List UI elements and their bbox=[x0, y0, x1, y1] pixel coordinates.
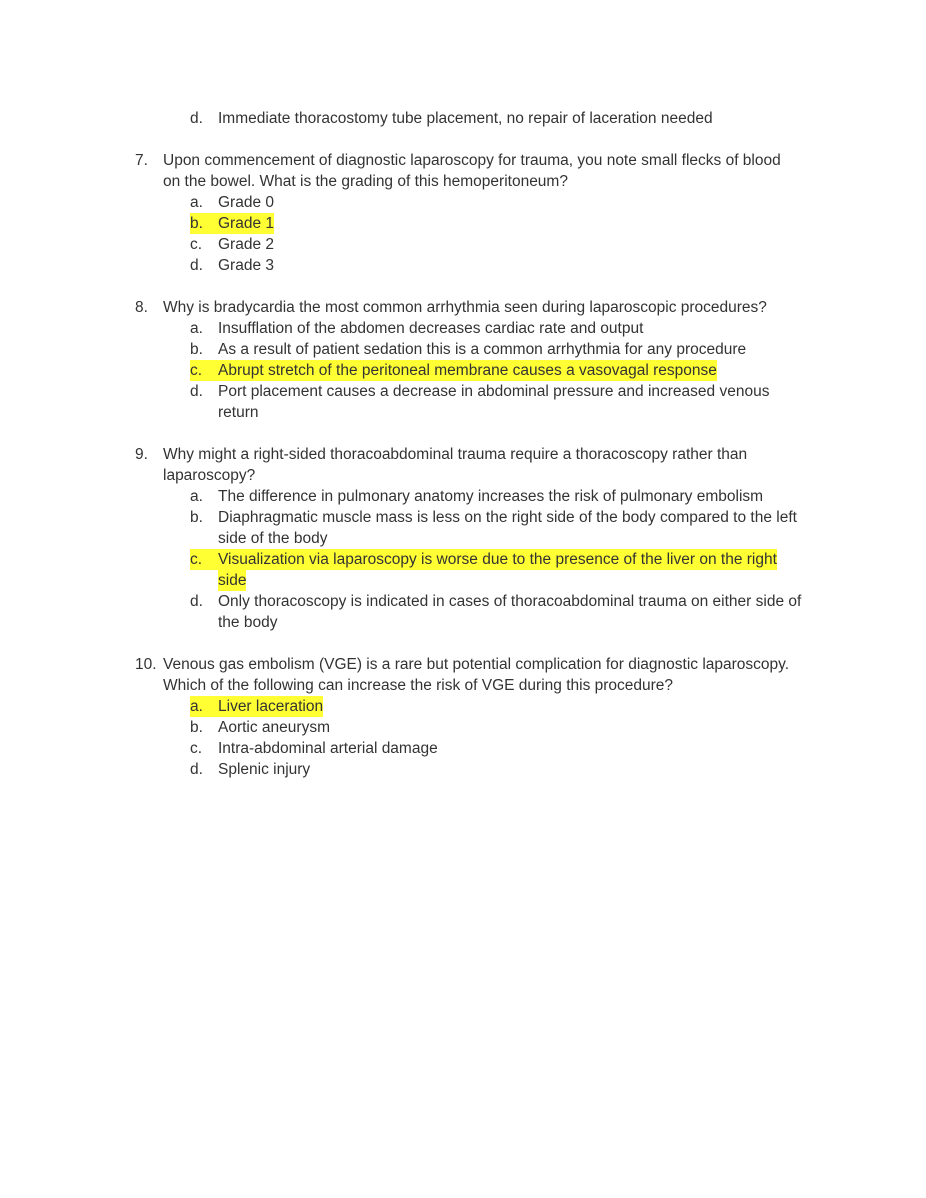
option-text: Only thoracoscopy is indicated in cases of thoracoabdominal trauma on either side of bbox=[218, 593, 802, 610]
option-text: Abrupt stretch of the peritoneal membrane causes a vasovagal response bbox=[218, 362, 717, 379]
option-letter: b. bbox=[190, 509, 203, 526]
option-letter: b. bbox=[190, 719, 203, 736]
question-number: 10. bbox=[135, 656, 157, 673]
option-text: side of the body bbox=[218, 530, 328, 547]
option-text: the body bbox=[218, 614, 278, 631]
option-letter: c. bbox=[190, 549, 218, 570]
question-number: 9. bbox=[135, 446, 148, 463]
option-text: return bbox=[218, 404, 259, 421]
option-text: Diaphragmatic muscle mass is less on the right side of the body compared to the left bbox=[218, 509, 797, 526]
option-letter: d. bbox=[190, 593, 203, 610]
option-text: The difference in pulmonary anatomy increases the risk of pulmonary embolism bbox=[218, 488, 764, 505]
option-letter: d. bbox=[190, 257, 203, 274]
option-text: Immediate thoracostomy tube placement, no repair of laceration needed bbox=[218, 110, 713, 127]
option-letter: b. bbox=[190, 341, 203, 358]
question-number: 8. bbox=[135, 299, 148, 316]
option-text: Grade 2 bbox=[218, 236, 275, 253]
option-letter: d. bbox=[190, 761, 203, 778]
question-text-line: Upon commencement of diagnostic laparoscopy for trauma, you note small flecks of blood bbox=[163, 152, 781, 169]
option-letter: a. bbox=[190, 320, 203, 337]
option-text: Intra-abdominal arterial damage bbox=[218, 740, 438, 757]
option-text: Grade 0 bbox=[218, 194, 275, 211]
option-text: Grade 1 bbox=[218, 215, 275, 232]
option-letter: a. bbox=[190, 194, 203, 211]
option-text: Splenic injury bbox=[218, 761, 311, 778]
question-text-line: Why might a right-sided thoracoabdominal trauma require a thoracoscopy rather than bbox=[163, 446, 748, 463]
option-text: Aortic aneurysm bbox=[218, 719, 330, 736]
question-text-line: on the bowel. What is the grading of this hemoperitoneum? bbox=[163, 173, 568, 190]
option-text: Visualization via laparoscopy is worse due to the presence of the liver on the right bbox=[218, 551, 777, 568]
option-letter: b. bbox=[190, 213, 218, 234]
option-text: Port placement causes a decrease in abdominal pressure and increased venous bbox=[218, 383, 770, 400]
option-letter: a. bbox=[190, 696, 218, 717]
option-letter: d. bbox=[190, 383, 203, 400]
question-text-line: laparoscopy? bbox=[163, 467, 256, 484]
option-text: Liver laceration bbox=[218, 698, 324, 715]
option-text: As a result of patient sedation this is a common arrhythmia for any procedure bbox=[218, 341, 747, 358]
question-text-line: Venous gas embolism (VGE) is a rare but potential complication for diagnostic laparoscopy. bbox=[163, 656, 790, 673]
option-text: Insufflation of the abdomen decreases cardiac rate and output bbox=[218, 320, 644, 337]
option-letter: a. bbox=[190, 488, 203, 505]
option-text: Grade 3 bbox=[218, 257, 275, 274]
option-letter: c. bbox=[190, 236, 203, 253]
option-letter: d. bbox=[190, 110, 203, 127]
question-text-line: Why is bradycardia the most common arrhythmia seen during laparoscopic procedures? bbox=[163, 299, 767, 316]
question-text-line: Which of the following can increase the risk of VGE during this procedure? bbox=[163, 677, 674, 694]
option-letter: c. bbox=[190, 360, 218, 381]
question-number: 7. bbox=[135, 152, 148, 169]
option-text: side bbox=[218, 572, 247, 589]
option-letter: c. bbox=[190, 740, 203, 757]
